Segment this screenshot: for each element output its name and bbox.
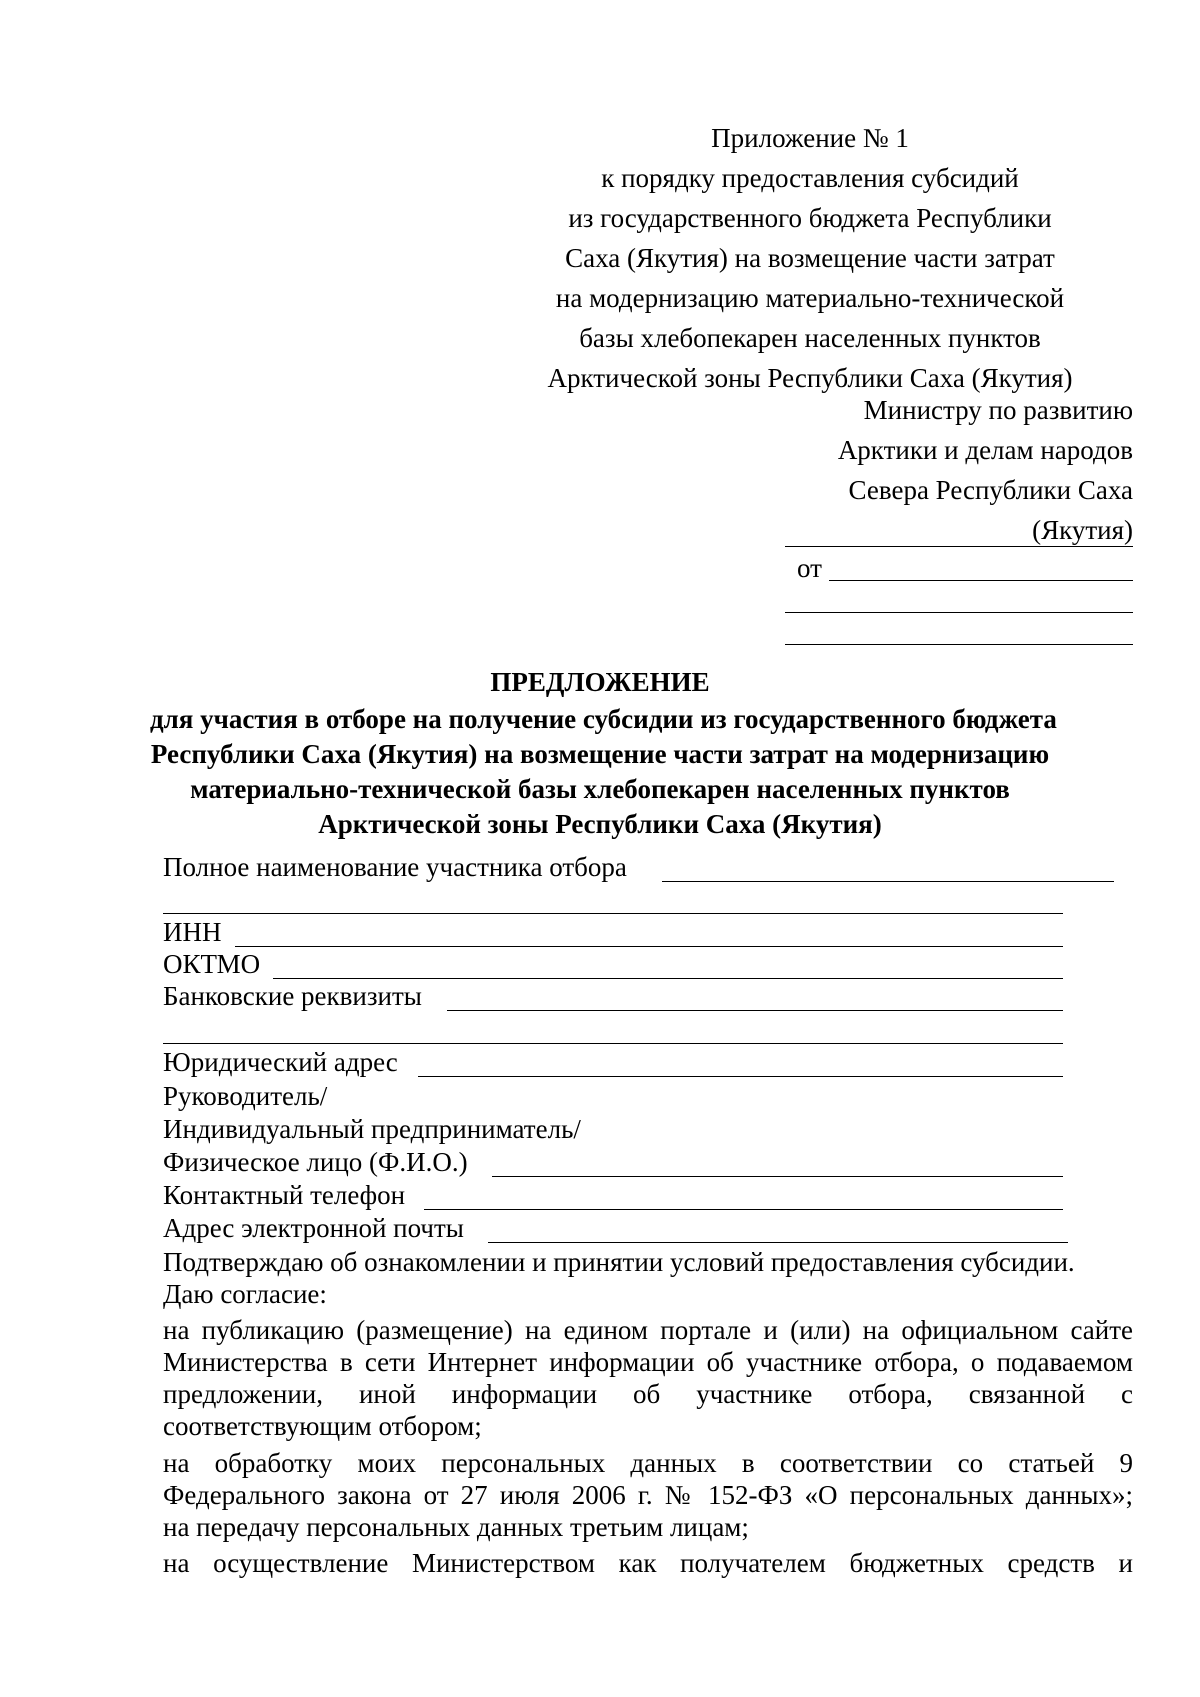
full-name-field-continued[interactable] bbox=[163, 913, 1063, 914]
addressee-block bbox=[760, 390, 1133, 550]
appendix-line: на модернизацию материально-технической bbox=[555, 283, 1065, 313]
phone-label: Контактный телефон bbox=[163, 1180, 406, 1210]
oktmo-label: ОКТМО bbox=[163, 949, 261, 979]
consent-publication-line: Министерства в сети Интернет информации об участнике отбора, о подаваемом bbox=[163, 1347, 1133, 1377]
sender-line-2[interactable] bbox=[829, 580, 1133, 581]
full-name-field[interactable] bbox=[662, 881, 1114, 882]
entrepreneur-label: Индивидуальный предприниматель/ bbox=[163, 1114, 581, 1144]
appendix-line: базы хлебопекарен населенных пунктов bbox=[579, 323, 1041, 353]
bank-details-field-continued[interactable] bbox=[163, 1043, 1063, 1044]
bank-details-label: Банковские реквизиты bbox=[163, 981, 422, 1011]
subtitle-line: Республики Саха (Якутия) на возмещение части затрат на модернизацию bbox=[150, 739, 1050, 769]
document-subtitle bbox=[150, 702, 1057, 842]
sender-line-1[interactable] bbox=[785, 546, 1133, 547]
addressee-line: (Якутия) bbox=[1032, 515, 1133, 545]
consent-control-text: на осуществление Министерством как получателем бюджетных средств и bbox=[163, 1548, 1133, 1578]
oktmo-field[interactable] bbox=[273, 978, 1063, 979]
head-label: Руководитель/ bbox=[163, 1081, 328, 1111]
inn-field[interactable] bbox=[235, 946, 1063, 947]
confirm-text: Подтверждаю об ознакомлении и принятии условий предоставления субсидии. bbox=[163, 1247, 1075, 1277]
appendix-line: Арктической зоны Республики Саха (Якутия) bbox=[547, 363, 1073, 393]
subtitle-line: материально-технической базы хлебопекарен населенных пунктов bbox=[190, 774, 1010, 804]
consent-publication-line: на публикацию (размещение) на едином портале и (или) на официальном сайте bbox=[163, 1315, 1133, 1345]
sender-line-4[interactable] bbox=[785, 644, 1133, 645]
legal-address-field[interactable] bbox=[418, 1076, 1063, 1077]
person-name-label: Физическое лицо (Ф.И.О.) bbox=[163, 1147, 468, 1177]
document-title: ПРЕДЛОЖЕНИЕ bbox=[490, 667, 710, 697]
appendix-line: Саха (Якутия) на возмещение части затрат bbox=[565, 243, 1055, 273]
bank-details-field[interactable] bbox=[447, 1010, 1063, 1011]
phone-field[interactable] bbox=[424, 1209, 1063, 1210]
addressee-line: Севера Республики Саха bbox=[848, 475, 1133, 505]
person-name-field[interactable] bbox=[492, 1176, 1063, 1177]
appendix-line: к порядку предоставления субсидий bbox=[601, 163, 1019, 193]
sender-line-3[interactable] bbox=[785, 612, 1133, 613]
addressee-line: Министру по развитию bbox=[863, 395, 1133, 425]
subtitle-line: Арктической зоны Республики Саха (Якутия) bbox=[318, 809, 882, 839]
appendix-block bbox=[530, 118, 1090, 398]
consent-publication-line: предложении, иной информации об участнике отбора, связанной с bbox=[163, 1379, 1133, 1409]
consent-transfer-text: на передачу персональных данных третьим лицам; bbox=[163, 1512, 749, 1542]
addressee-line: Арктики и делам народов bbox=[837, 435, 1133, 465]
email-label: Адрес электронной почты bbox=[163, 1213, 464, 1243]
inn-label: ИНН bbox=[163, 917, 222, 947]
consent-publication-line: соответствующим отбором; bbox=[163, 1411, 482, 1441]
consent-processing-line: Федерального закона от 27 июля 2006 г. № 152-ФЗ «О персональных данных»; bbox=[163, 1480, 1133, 1510]
legal-address-label: Юридический адрес bbox=[163, 1047, 398, 1077]
full-name-label: Полное наименование участника отбора bbox=[163, 852, 627, 882]
from-label: от bbox=[797, 553, 822, 583]
appendix-line: из государственного бюджета Республики bbox=[568, 203, 1052, 233]
email-field[interactable] bbox=[488, 1242, 1068, 1243]
consent-heading: Даю согласие: bbox=[163, 1279, 327, 1309]
consent-processing-line: на обработку моих персональных данных в соответствии со статьей 9 bbox=[163, 1448, 1133, 1478]
appendix-line: Приложение № 1 bbox=[711, 123, 909, 153]
subtitle-line: для участия в отборе на получение субсидии из государственного бюджета bbox=[150, 704, 1057, 734]
